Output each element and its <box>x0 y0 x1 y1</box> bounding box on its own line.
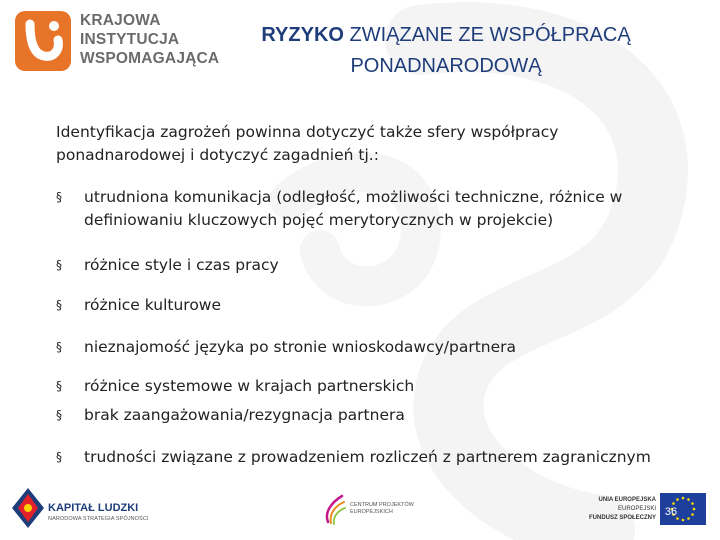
kiw-logo <box>14 10 234 76</box>
slide-title-strong: RYZYKO <box>261 24 344 46</box>
bullet-text: nieznajomość języka po stronie wnioskodawcy/partnera <box>84 338 517 356</box>
bullet-marker: § <box>56 408 62 422</box>
bullet-marker: § <box>56 379 62 393</box>
kapital-ludzki-subtitle: NARODOWA STRATEGIA SPÓJNOŚCI <box>48 516 149 522</box>
kiw-emblem-icon <box>14 10 72 72</box>
slide-title-rest: ZWIĄZANE ZE WSPÓŁPRACĄ PONADNARODOWĄ <box>343 24 631 77</box>
kapital-ludzki-emblem-icon <box>10 486 46 530</box>
bullet-marker: § <box>56 340 62 354</box>
eu-line: FUNDUSZ SPOŁECZNY <box>588 515 656 521</box>
kiw-logo-line: WSPOMAGAJĄCA <box>80 50 220 67</box>
bullet-text: utrudniona komunikacja (odległość, możliwości techniczne, różnice w definiowaniu kluczowych pojęć merytorycznych w projekcie) <box>84 188 623 229</box>
eu-line: UNIA EUROPEJSKA <box>598 497 656 503</box>
bullet-item <box>56 375 696 398</box>
page-number: 36 <box>664 506 678 518</box>
bullet-text: różnice kulturowe <box>84 296 222 314</box>
bullet-text: różnice systemowe w krajach partnerskich <box>84 377 415 395</box>
bullet-marker: § <box>56 190 62 204</box>
kiw-logo-line: INSTYTUCJA <box>80 31 180 48</box>
bullet-item <box>56 404 696 427</box>
bullet-item <box>56 254 696 277</box>
bullet-item <box>56 294 696 317</box>
bullet-marker: § <box>56 298 62 312</box>
intro-paragraph: Identyfikacja zagrożeń powinna dotyczyć także sfery współpracy ponadnarodowej i dotyczyć zagadnień tj.: <box>56 123 559 164</box>
bullet-item <box>56 186 696 232</box>
bullet-text: brak zaangażowania/rezygnacja partnera <box>84 406 405 424</box>
bullet-text: trudności związane z prowadzeniem rozliczeń z partnerem zagranicznym <box>84 448 651 466</box>
bullet-marker: § <box>56 258 62 272</box>
cpe-logo <box>322 492 432 528</box>
bullet-item <box>56 336 696 359</box>
kapital-ludzki-logo <box>10 486 150 530</box>
kapital-ludzki-title: KAPITAŁ LUDZKI <box>48 502 139 514</box>
cpe-logo-text <box>350 502 414 516</box>
bullet-item <box>56 446 696 469</box>
cpe-logo-line: EUROPEJSKICH <box>350 509 393 515</box>
eu-fund-text <box>570 496 656 523</box>
kiw-logo-line: KRAJOWA <box>80 12 161 29</box>
slide-title <box>230 20 662 82</box>
kiw-logo-text <box>80 11 219 68</box>
cpe-swirl-icon <box>322 492 346 526</box>
cpe-logo-line: CENTRUM PROJEKTÓW <box>350 502 414 508</box>
bullet-marker: § <box>56 450 62 464</box>
eu-line: EUROPEJSKI <box>617 506 656 512</box>
bullet-text: różnice style i czas pracy <box>84 256 279 274</box>
